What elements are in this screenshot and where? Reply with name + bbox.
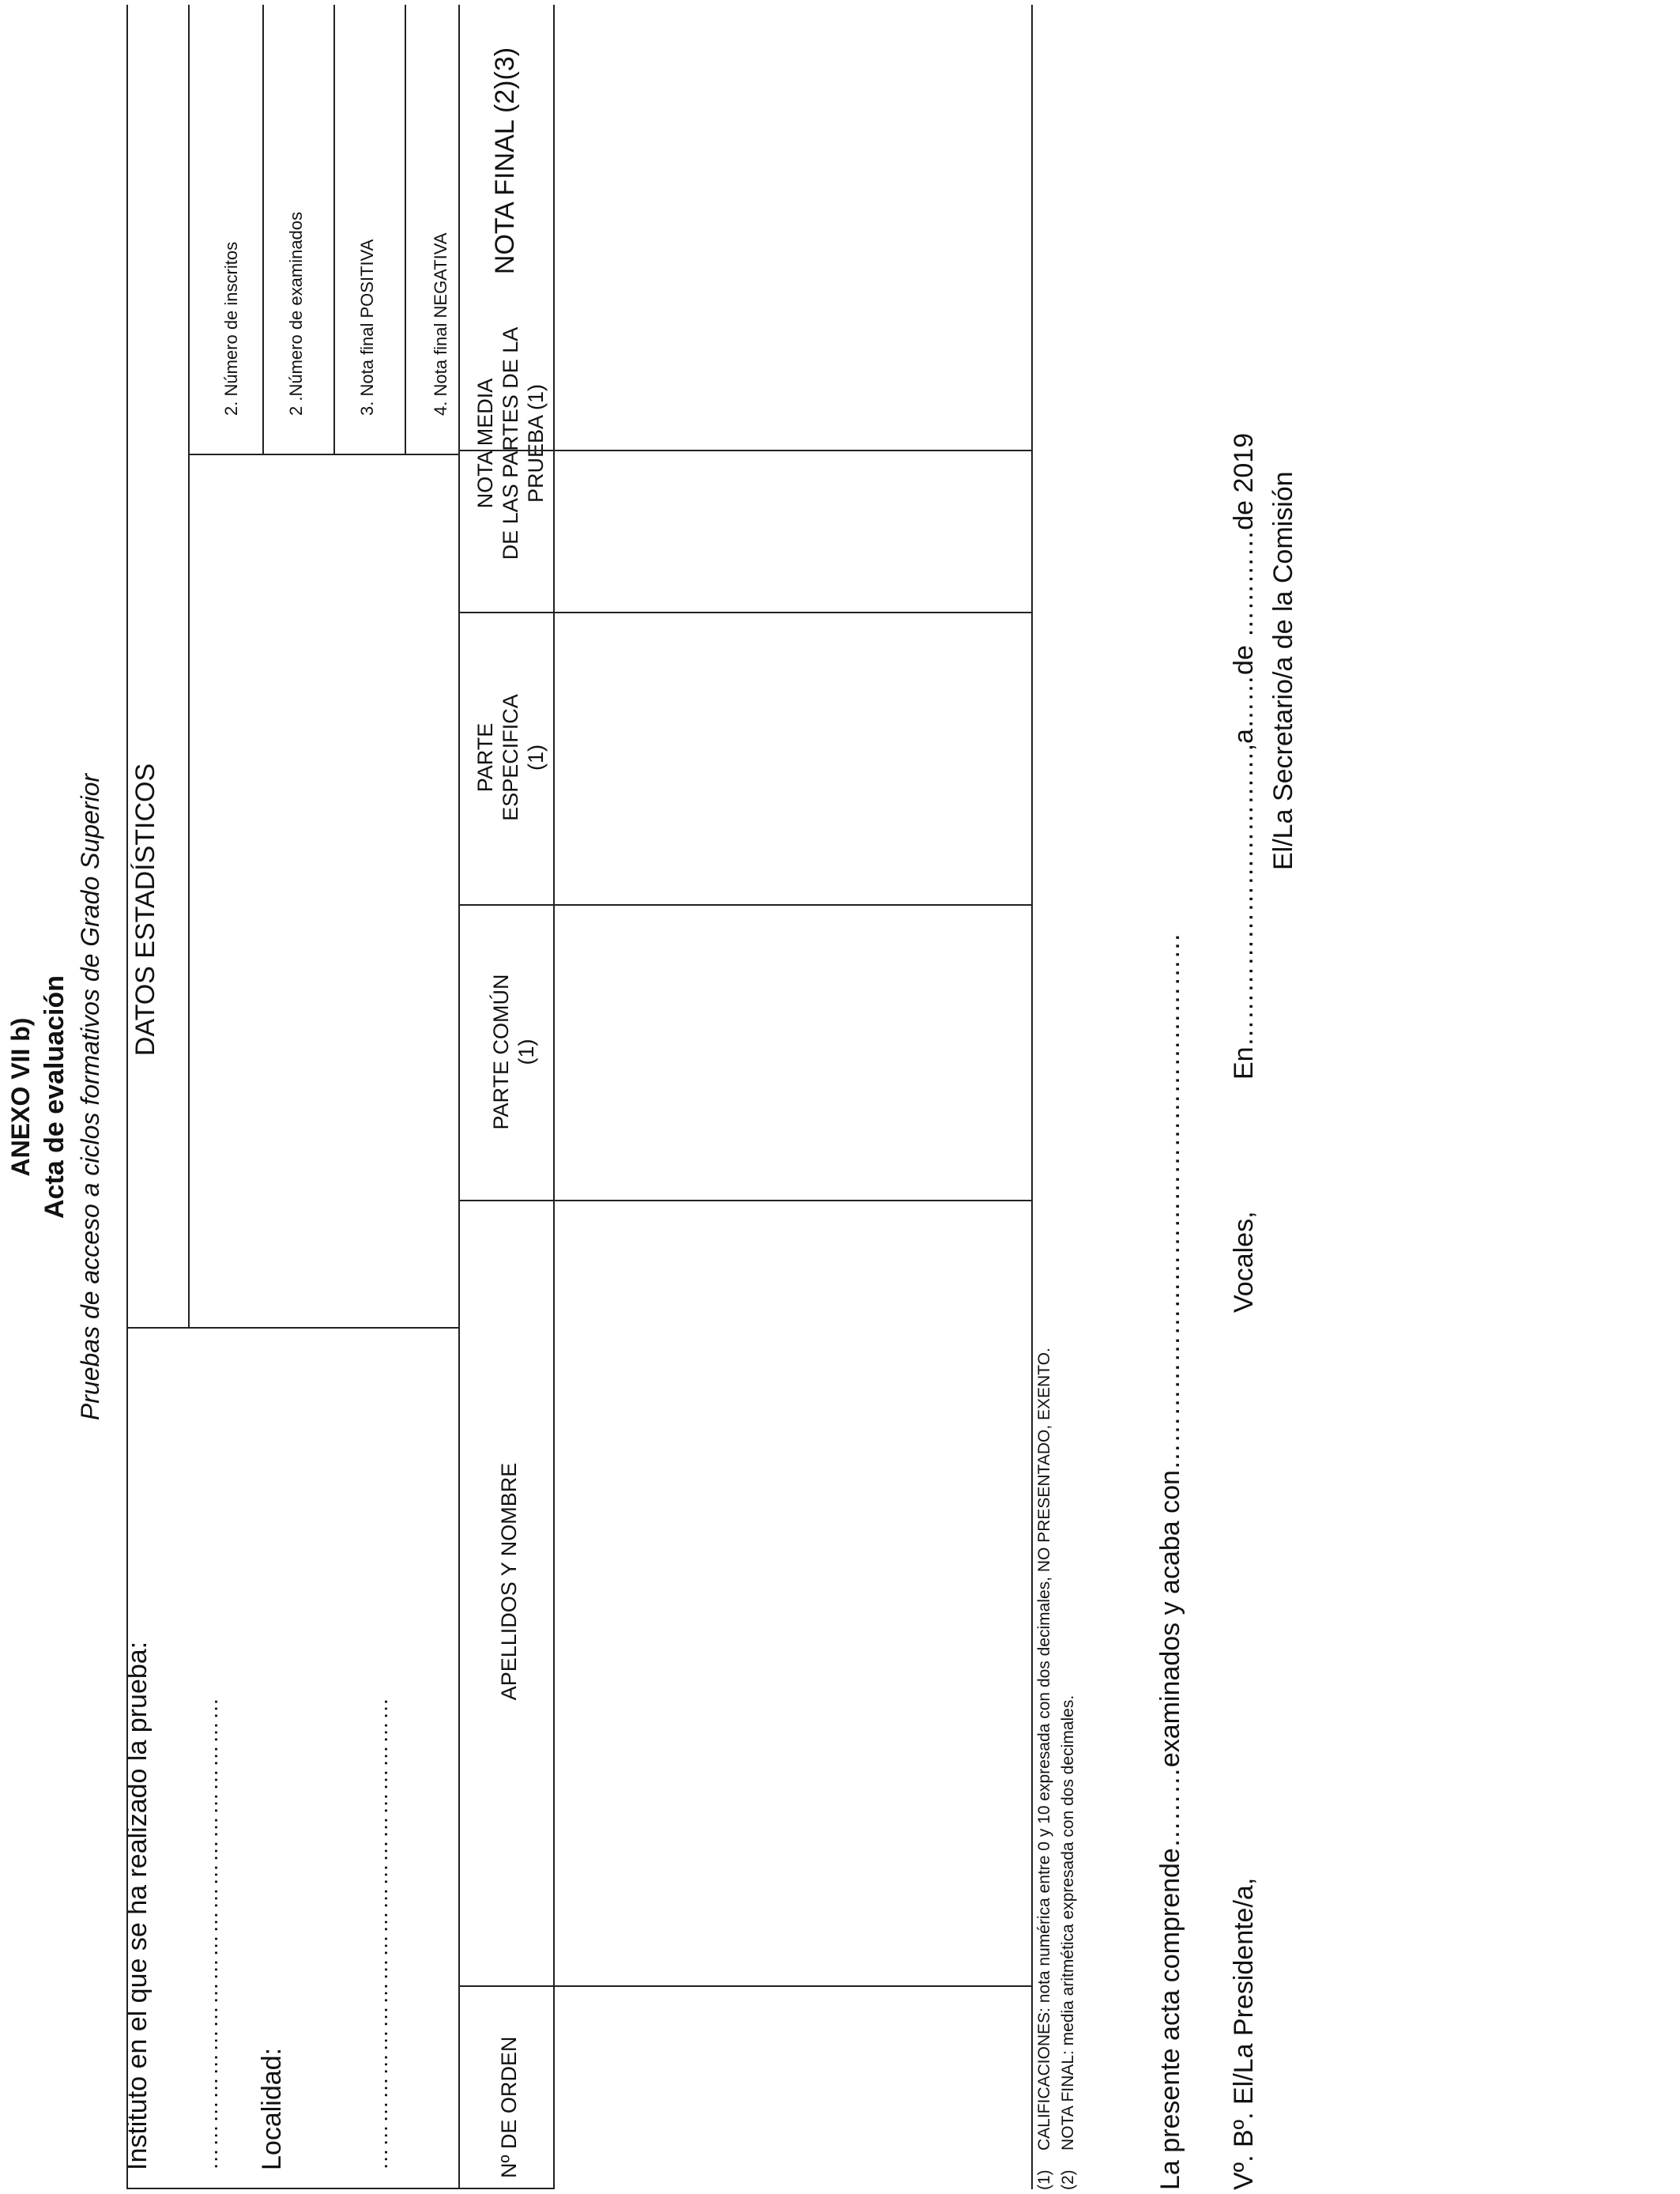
institute-label: Instituto en el que se ha realizado la prueba: — [122, 1641, 153, 2170]
footnote-2-text: NOTA FINAL: media aritmética expresada con dos decimales. — [1059, 1695, 1077, 2151]
stat-registered: 2. Número de inscritos — [221, 241, 241, 416]
stats-title: DATOS ESTADÍSTICOS — [130, 763, 160, 1057]
footnote-2-num: (2) — [1059, 2169, 1077, 2190]
members-signature-label: Vocales, — [1229, 1211, 1259, 1313]
col-average-grade: NOTA MEDIA DE LAS PARTES DE LA PRUEBA (1) — [473, 326, 548, 560]
col-final-grade: NOTA FINAL (2)(3) — [490, 47, 520, 275]
document-subtitle: Pruebas de acceso a ciclos formativos de Grado Superior — [76, 773, 104, 1421]
president-signature-label: Vº. Bº. El/La Presidente/a, — [1229, 1877, 1259, 2190]
institute-line: …………………………………………………… — [198, 1696, 222, 2170]
document-title: Acta de evaluación — [40, 975, 70, 1220]
stat-negative: 4. Nota final NEGATIVA — [431, 232, 450, 416]
stat-examined: 2 .Número de examinados — [286, 211, 306, 416]
locality-line: …………………………………………………… — [367, 1696, 392, 2170]
footnote-1-text: CALIFICACIONES: nota numérica entre 0 y 10 expresada con dos decimales, NO PRESENTADO, EXENTO. — [1035, 1348, 1053, 2151]
closing-statement: La presente acta comprende………examinados y acaba con…………………………………………………… — [1155, 933, 1185, 2190]
secretary-signature-label: El/La Secretario/a de la Comisión — [1268, 471, 1298, 870]
footnote-1-num: (1) — [1035, 2169, 1053, 2190]
col-name: APELLIDOS Y NOMBRE — [497, 1462, 521, 1701]
col-specific-part: PARTE ESPECIFICA (1) — [473, 694, 548, 821]
annex-title: ANEXO VII b) — [6, 1017, 35, 1177]
col-order-number: Nº DE ORDEN — [497, 2036, 521, 2178]
col-common-part: PARTE COMÚN (1) — [489, 974, 538, 1130]
locality-label: Localidad: — [257, 2047, 287, 2170]
place-date-line: En……………………………,a……de …………de 2019 — [1229, 432, 1259, 1080]
stat-positive: 3. Nota final POSITIVA — [357, 239, 377, 416]
